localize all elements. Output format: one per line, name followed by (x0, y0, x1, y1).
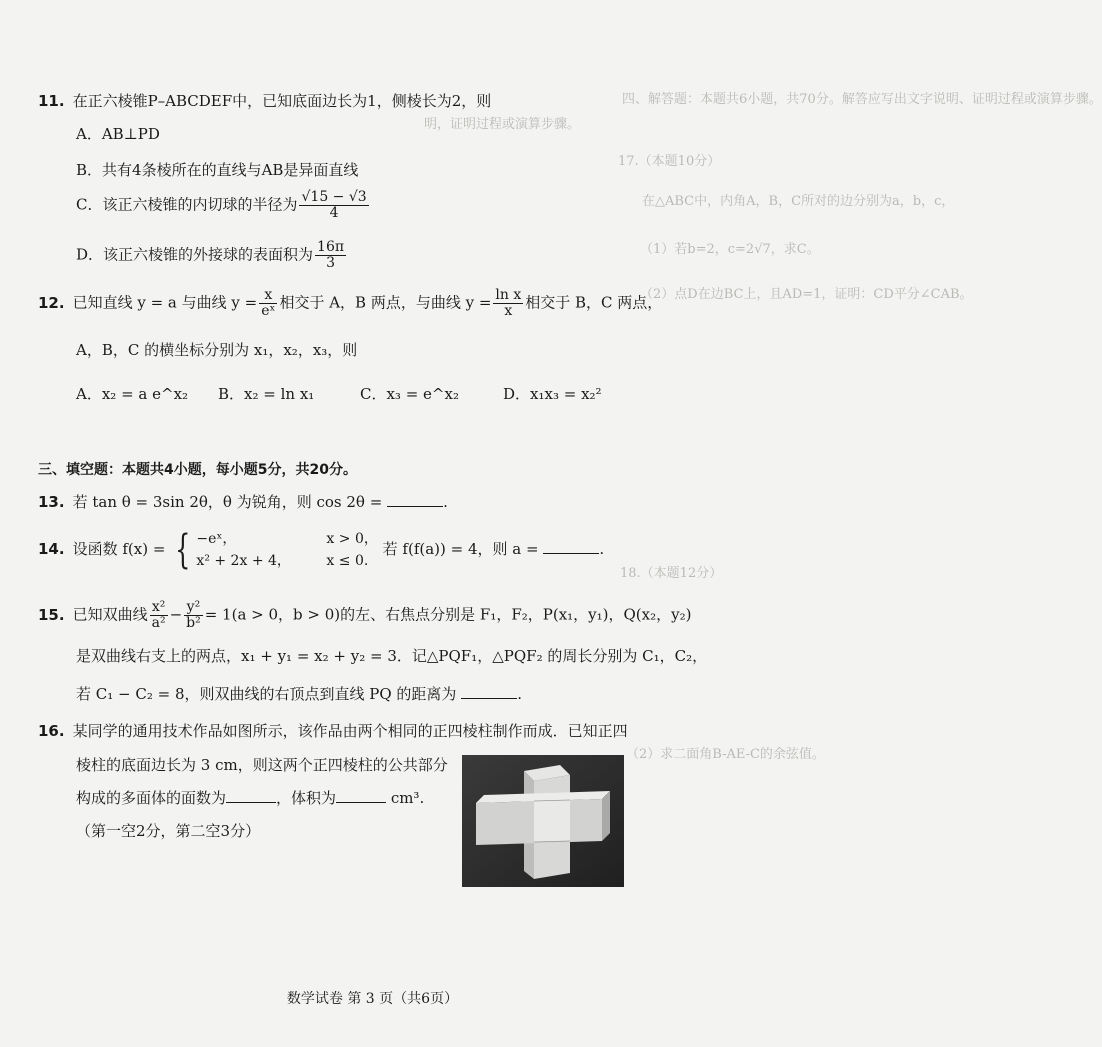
case-condition: x ≤ 0. (326, 553, 369, 569)
q14-end: . (599, 540, 605, 558)
q12-stem (38, 288, 662, 319)
q15-text: 已知双曲线 (72, 605, 148, 624)
piecewise-cases (196, 528, 377, 572)
bleed-text: 四、解答题：本题共6小题，共70分。解答应写出文字说明、证明过程或演算步骤。 (622, 92, 1102, 107)
q12-option-c: C．x₃ = e^x₂ (360, 385, 459, 403)
page-footer: 数学试卷 第 3 页（共6页） (286, 991, 459, 1007)
q15-line1 (38, 600, 691, 631)
q15-text: = 1(a > 0，b > 0)的左、右焦点分别是 F₁，F₂，P(x₁，y₁)，Q(x₂，y₂) (204, 605, 692, 624)
fraction-numerator: y² (184, 600, 203, 616)
intersecting-prisms-image (462, 755, 624, 887)
bleed-text: （2）求二面角B-AE-C的余弦值。 (626, 747, 825, 762)
question-number: 14. (38, 540, 65, 558)
q15-line2: 是双曲线右支上的两点，x₁ + y₁ = x₂ + y₂ = 3．记△PQF₁，△PQF₂ 的周长分别为 C₁，C₂， (76, 647, 708, 665)
question-number: 15. (38, 605, 65, 624)
q12-text: 相交于 B，C 两点， (525, 293, 663, 312)
fraction-denominator: a² (151, 615, 166, 631)
answer-blank[interactable] (387, 492, 443, 507)
q12-option-d: D．x₁x₃ = x₂² (503, 385, 602, 403)
piecewise-case (196, 550, 377, 572)
fraction (259, 288, 277, 319)
q12-option-a: A．x₂ = a e^x₂ (76, 385, 189, 403)
q13 (38, 492, 448, 512)
answer-blank[interactable] (226, 788, 276, 803)
fraction-numerator: x (259, 288, 277, 304)
question-number: 12. (38, 293, 65, 312)
q14-text: 设函数 f(x) = (72, 540, 166, 558)
q13-end: . (443, 493, 448, 511)
q15-line3 (76, 684, 522, 704)
fraction (299, 190, 368, 221)
bleed-text: 17.（本题10分） (618, 154, 721, 169)
bleed-text: （1）若b=2，c=2√7，求C。 (640, 242, 820, 257)
q11-option-b: B．共有4条棱所在的直线与AB是异面直线 (76, 161, 359, 179)
q15-text: 若 C₁ − C₂ = 8，则双曲线的右顶点到直线 PQ 的距离为 (76, 685, 457, 703)
q11-option-d (76, 240, 348, 271)
fraction (315, 240, 346, 271)
q16-text: ，体积为 (276, 789, 337, 807)
q13-text: 若 tan θ = 3sin 2θ，θ 为锐角，则 cos 2θ = (72, 493, 383, 511)
bleed-text: 18.（本题12分） (620, 566, 723, 581)
fraction-numerator: x² (150, 600, 168, 616)
fraction (184, 600, 203, 631)
fraction-denominator: 4 (329, 205, 339, 221)
question-number: 16. (38, 722, 65, 740)
q12-option-b: B．x₂ = ln x₁ (218, 385, 315, 403)
fraction-denominator: eˣ (261, 303, 276, 319)
q11-option-c-text: C．该正六棱锥的内切球的半径为 (76, 195, 298, 214)
question-number: 13. (38, 493, 65, 511)
case-expression: −eˣ， (196, 531, 237, 547)
answer-blank[interactable] (543, 539, 599, 554)
fraction-numerator: √15 − √3 (301, 189, 367, 205)
fraction (150, 600, 168, 631)
q15-end: . (517, 685, 522, 703)
q14 (38, 528, 604, 572)
q16-line2: 棱柱的底面边长为 3 cm，则这两个正四棱柱的公共部分 (76, 756, 448, 774)
bleed-text: （2）点D在边BC上，且AD=1，证明：CD平分∠CAB。 (640, 287, 973, 302)
case-condition: x > 0， (326, 531, 378, 547)
piecewise-case (196, 528, 377, 550)
bleed-text: 明，证明过程或演算步骤。 (424, 117, 581, 132)
q16-line1 (38, 721, 628, 741)
section-heading: 三、填空题：本题共4小题，每小题5分，共20分。 (38, 462, 357, 478)
q16-line4: （第一空2分，第二空3分） (76, 822, 261, 840)
fraction (493, 288, 523, 319)
question-number: 11. (38, 92, 65, 110)
prism-photo (462, 755, 624, 887)
q14-text: 若 f(f(a)) = 4，则 a = (382, 540, 539, 558)
fraction-denominator: x (504, 303, 513, 319)
q12-text: 相交于 A，B 两点，与曲线 y = (279, 293, 492, 312)
answer-blank[interactable] (336, 788, 386, 803)
fraction-denominator: b² (186, 615, 201, 631)
q11-stem-text: 在正六棱锥P–ABCDEF中，已知底面边长为1，侧棱长为2，则 (72, 92, 492, 110)
q11-option-c (76, 190, 371, 221)
q16-line3 (76, 788, 424, 808)
answer-blank[interactable] (461, 684, 517, 699)
q16-text: 某同学的通用技术作品如图所示，该作品由两个相同的正四棱柱制作而成．已知正四 (72, 722, 628, 740)
minus-sign: − (169, 605, 183, 624)
fraction-numerator: ln x (495, 287, 522, 303)
bleed-text: 在△ABC中，内角A，B，C所对的边分别为a，b，c， (642, 194, 955, 209)
fraction-denominator: 3 (326, 255, 335, 271)
q16-unit: cm³. (390, 789, 425, 807)
q11-option-a: A．AB⊥PD (76, 125, 160, 143)
q12-text: 已知直线 y = a 与曲线 y = (72, 293, 258, 312)
q12-line2: A，B，C 的横坐标分别为 x₁，x₂，x₃，则 (76, 341, 358, 359)
q16-text: 构成的多面体的面数为 (76, 789, 227, 807)
q11-stem (38, 91, 491, 111)
fraction-numerator: 16π (317, 239, 345, 255)
q11-option-d-text: D．该正六棱锥的外接球的表面积为 (76, 245, 314, 264)
piecewise-brace: { (175, 527, 191, 573)
case-expression: x² + 2x + 4， (196, 553, 291, 569)
